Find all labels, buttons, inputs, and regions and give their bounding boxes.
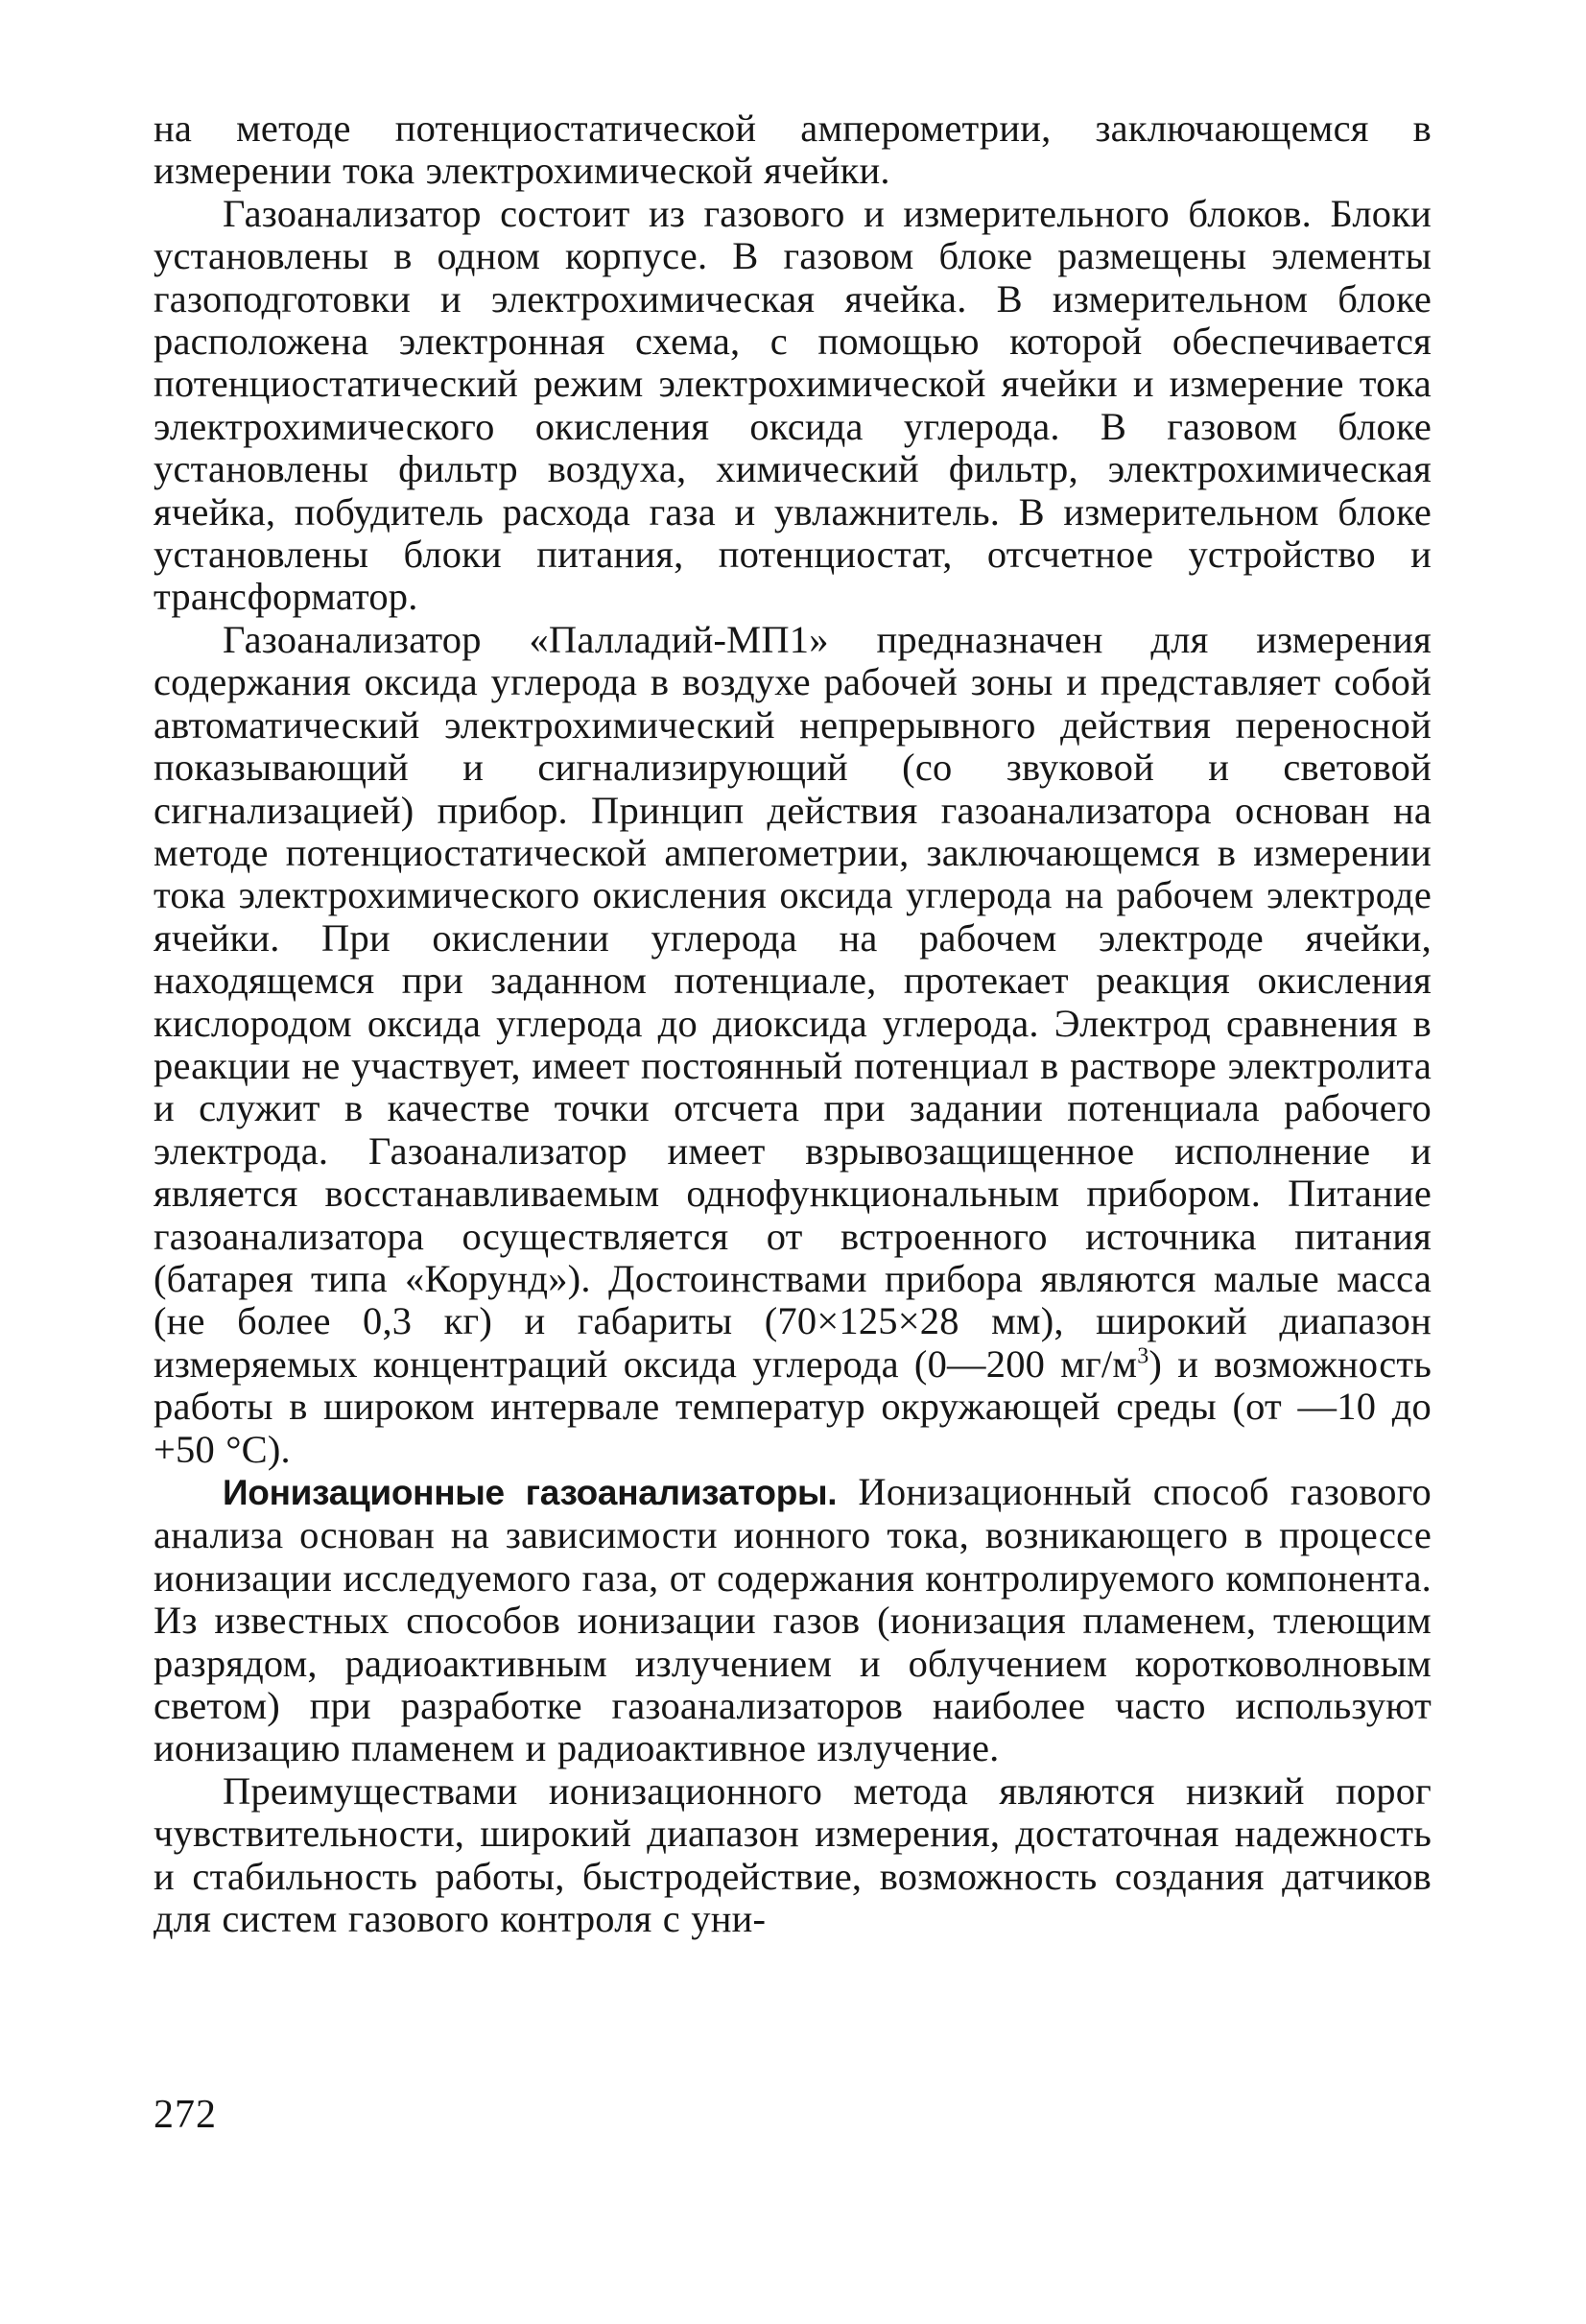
paragraph-text: Преимуществами ионизационного метода являются низкий порог чувствительности, широкий диапазон измерения, достаточная надежность и стабильность работы, быстродействие, возможность создания датчиков для систем газового контроля с уни- <box>154 1768 1432 1941</box>
paragraph-palladium-mp1 <box>154 619 1432 1471</box>
superscript-cube: 3 <box>1137 1343 1149 1369</box>
section-heading: Ионизационные газоанализаторы. <box>223 1473 838 1512</box>
paragraph-ionization-advantages <box>154 1770 1432 1941</box>
paragraph-ionization-analyzers <box>154 1471 1432 1770</box>
paragraph-text: на методе потенциостатической амперометрии, заключающемся в измерении тока электрохимической ячейки. <box>154 107 1432 193</box>
page-body <box>154 107 1432 1940</box>
paragraph-text-part2: ) и возможность работы в широком интервале температур окружающей среды (от —10 до +50 °С). <box>154 1341 1432 1471</box>
paragraph-text: Ионизационный способ газового анализа основан на зависимости ионного тока, возникающего в процессе ионизации исследуемого газа, от содержания контролируемого компонента. Из известных способов ионизации газов (ионизация пламенем, тлеющим разрядом, радиоактивным излучением и облучением коротковолновым светом) при разработке газоанализаторов наиболее часто используют ионизацию пламенем и радиоактивное излучение. <box>154 1470 1432 1770</box>
paragraph-continuation <box>154 107 1432 193</box>
paragraph-gas-analyzer-structure <box>154 193 1432 619</box>
page-number: 272 <box>154 2093 217 2137</box>
paragraph-text: Газоанализатор состоит из газового и измерительного блоков. Блоки установлены в одном корпусе. В газовом блоке размещены элементы газоподготовки и электрохимическая ячейка. В измерительном блоке расположена электронная схема, с помощью которой обеспечивается потенциостатический режим электрохимической ячейки и измерение тока электрохимического окисления оксида углерода. В газовом блоке установлены фильтр воздуха, химический фильтр, электрохимическая ячейка, побудитель расхода газа и увлажнитель. В измерительном блоке установлены блоки питания, потенциостат, отсчетное устройство и трансформатор. <box>154 191 1432 619</box>
paragraph-text-part1: Газоанализатор «Палладий-МП1» предназначен для измерения содержания оксида углерода в воздухе рабочей зоны и представляет собой автоматический электрохимический непрерывного действия переносной показывающий и сигнализирующий (со звуковой и световой сигнализацией) прибор. Принцип действия газоанализатора основан на методе потенциостатической ампeroметрии, заключающемся в измерении тока электрохимического окисления оксида углерода на рабочем электроде ячейки. При окислении углерода на рабочем электроде ячейки, находящемся при заданном потенциале, протекает реакция окисления кислородом оксида углерода до диоксида углерода. Электрод сравнения в реакции не участвует, имеет постоянный потенциал в растворе электролита и служит в качестве точки отсчета при задании потенциала рабочего электрода. Газоанализатор имеет взрывозащищенное исполнение и является восстанавливаемым однофункциональным прибором. Питание газоанализатора осуществляется от встроенного источника питания (батарея типа «Корунд»). Достоинствами прибора являются малые масса (не более 0,3 кг) и габариты (70×125×28 мм), широкий диапазон измеряемых концентраций оксида углерода (0—200 мг/м <box>154 617 1432 1386</box>
